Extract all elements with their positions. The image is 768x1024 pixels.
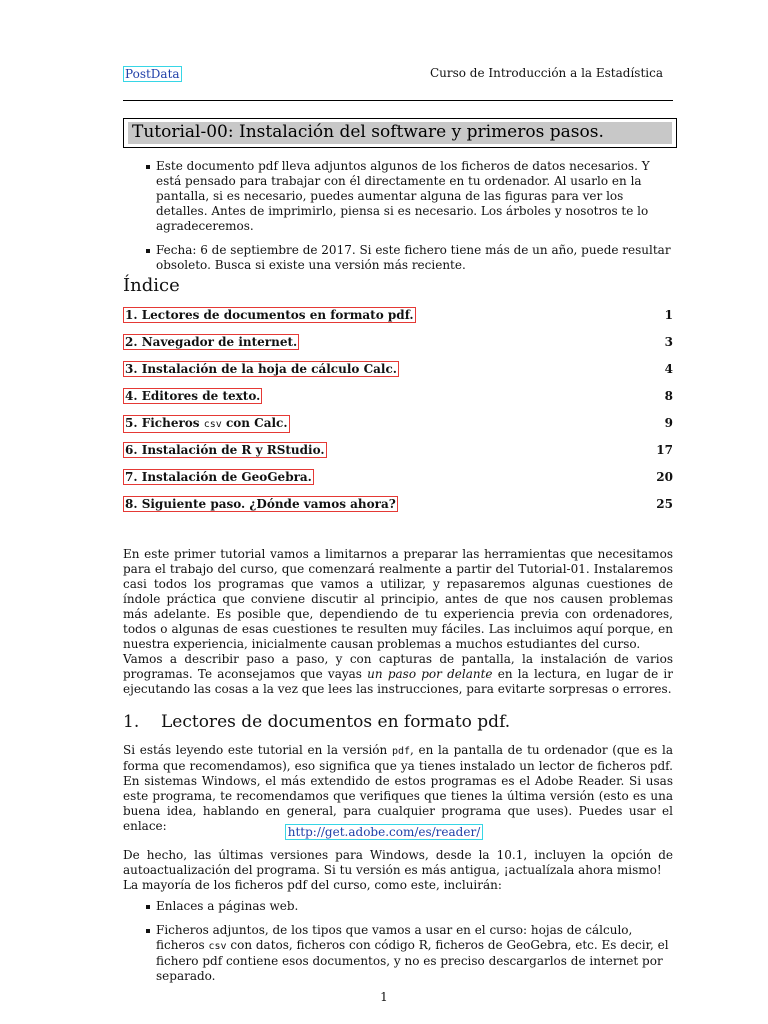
running-header xyxy=(123,66,673,86)
paragraph: En este primer tutorial vamos a limitarnos a preparar las herramientas que necesitamos para el trabajo del curso, que comenzará realmente a partir del Tutorial-01. Instalaremos casi todos los programas que vamos a utilizar, y repasaremos algunas cuestiones de índole práctica que conviene discutir al principio, antes de que nos causen problemas más adelante. Es posible que, dependiendo de tu experiencia previa con ordenadores, todos o algunas de esas cuestiones te resulten muy fáciles. Las incluimos aquí porque, en nuestra experiencia, inicialmente causan problemas a muchos estudiantes del curso. xyxy=(123,547,673,651)
toc-page-number: 3 xyxy=(664,335,673,349)
course-title: Curso de Introducción a la Estadística xyxy=(429,66,663,80)
toc-entry xyxy=(123,334,673,361)
section1-paragraph-2 xyxy=(123,848,673,893)
paragraph xyxy=(123,652,673,697)
list-item-text: con datos, ficheros con código R, ficheros de GeoGebra, etc. Es decir, el fichero pdf contiene esos documentos, y no es preciso descargarlos de internet por separado. xyxy=(156,938,669,983)
toc-entry xyxy=(123,307,673,334)
toc-link-code: csv xyxy=(203,419,222,430)
toc-entry xyxy=(123,415,673,442)
toc-page-number: 20 xyxy=(656,470,673,484)
toc-link[interactable]: 8. Siguiente paso. ¿Dónde vamos ahora? xyxy=(125,497,396,511)
table-of-contents xyxy=(123,307,673,523)
toc-page-number: 8 xyxy=(664,389,673,403)
page-title: Tutorial-00: Instalación del software y primeros pasos. xyxy=(132,122,604,142)
paragraph-text: , en la pantalla de tu ordenador (que es la forma que recomendamos), eso significa que ya tienes instalado un lector de ficheros pdf. En sistemas Windows, el más extendido de estos programas es el Adobe Reader. Si usas este programa, te recomendamos que verifiques que tienes la última versión (esto es una buena idea, hablando en general, para cualquier programa que uses). Puedes usar el enlace: xyxy=(123,743,673,833)
list-item-text: Ficheros adjuntos, de los tipos que vamos a usar en el curso: hojas de cálculo, ficheros xyxy=(156,923,633,952)
header-rule xyxy=(123,100,673,101)
inline-code: csv xyxy=(208,941,227,952)
toc-entry xyxy=(123,361,673,388)
toc-link-text: 5. Ficheros xyxy=(125,416,204,430)
intro-paragraph xyxy=(123,547,673,697)
section-number: 1. xyxy=(123,712,140,732)
adobe-link-line xyxy=(0,825,768,839)
paragraph-text: Vamos a describir paso a paso, y con capturas de pantalla, la instalación de varios programas. Te aconsejamos que vayas xyxy=(123,652,673,681)
toc-link[interactable]: 1. Lectores de documentos en formato pdf. xyxy=(125,308,414,322)
toc-page-number: 4 xyxy=(664,362,673,376)
toc-entry xyxy=(123,469,673,496)
toc-entry xyxy=(123,442,673,469)
page-number: 1 xyxy=(380,990,388,1004)
paragraph xyxy=(123,743,673,834)
toc-entry xyxy=(123,496,673,523)
inline-code: pdf xyxy=(391,746,410,757)
toc-page-number: 1 xyxy=(664,308,673,322)
title-box xyxy=(123,118,677,148)
section-heading xyxy=(123,712,510,732)
paragraph: La mayoría de los ficheros pdf del curso, como este, incluirán: xyxy=(123,878,502,892)
paragraph: De hecho, las últimas versiones para Windows, desde la 10.1, incluyen la opción de autoactualización del programa. Si tu versión es más antigua, ¡actualízala ahora mismo! xyxy=(123,848,673,877)
section-title: Lectores de documentos en formato pdf. xyxy=(161,712,511,732)
list-item: Fecha: 6 de septiembre de 2017. Si este fichero tiene más de un año, puede resultar obsoleto. Busca si existe una versión más reciente. xyxy=(146,243,674,273)
list-item: Enlaces a páginas web. xyxy=(146,899,674,914)
intro-bullet-list xyxy=(146,159,674,282)
adobe-reader-link[interactable]: http://get.adobe.com/es/reader/ xyxy=(285,824,484,840)
toc-link[interactable] xyxy=(123,415,290,433)
toc-page-number: 9 xyxy=(664,416,673,430)
list-item xyxy=(146,923,674,984)
toc-link[interactable]: 7. Instalación de GeoGebra. xyxy=(125,470,312,484)
toc-link[interactable]: 6. Instalación de R y RStudio. xyxy=(125,443,325,457)
toc-link[interactable]: 4. Editores de texto. xyxy=(125,389,261,403)
attachments-bullet-list xyxy=(146,899,674,993)
toc-entry xyxy=(123,388,673,415)
list-item: Este documento pdf lleva adjuntos algunos de los ficheros de datos necesarios. Y está pensado para trabajar con él directamente en tu ordenador. Al usarlo en la pantalla, si es necesario, puedes aumentar alguna de las figuras para ver los detalles. Antes de imprimirlo, piensa si es necesario. Los árboles y nosotros te lo agradeceremos. xyxy=(146,159,674,234)
section1-paragraph xyxy=(123,743,673,834)
paragraph-text: en la lectura, en lugar de ir ejecutando las cosas a la vez que lees las instrucciones, para evitarte sorpresas o errores. xyxy=(123,667,674,696)
toc-page-number: 17 xyxy=(656,443,673,457)
emphasis-text: un paso por delante xyxy=(367,667,493,681)
index-heading: Índice xyxy=(123,275,180,296)
postdata-link[interactable]: PostData xyxy=(125,67,180,81)
toc-link[interactable]: 2. Navegador de internet. xyxy=(125,335,298,349)
toc-page-number: 25 xyxy=(656,497,673,511)
paragraph-text: Si estás leyendo este tutorial en la versión xyxy=(123,743,392,757)
toc-link-text: con Calc. xyxy=(221,416,288,430)
toc-link[interactable]: 3. Instalación de la hoja de cálculo Calc. xyxy=(125,362,397,376)
